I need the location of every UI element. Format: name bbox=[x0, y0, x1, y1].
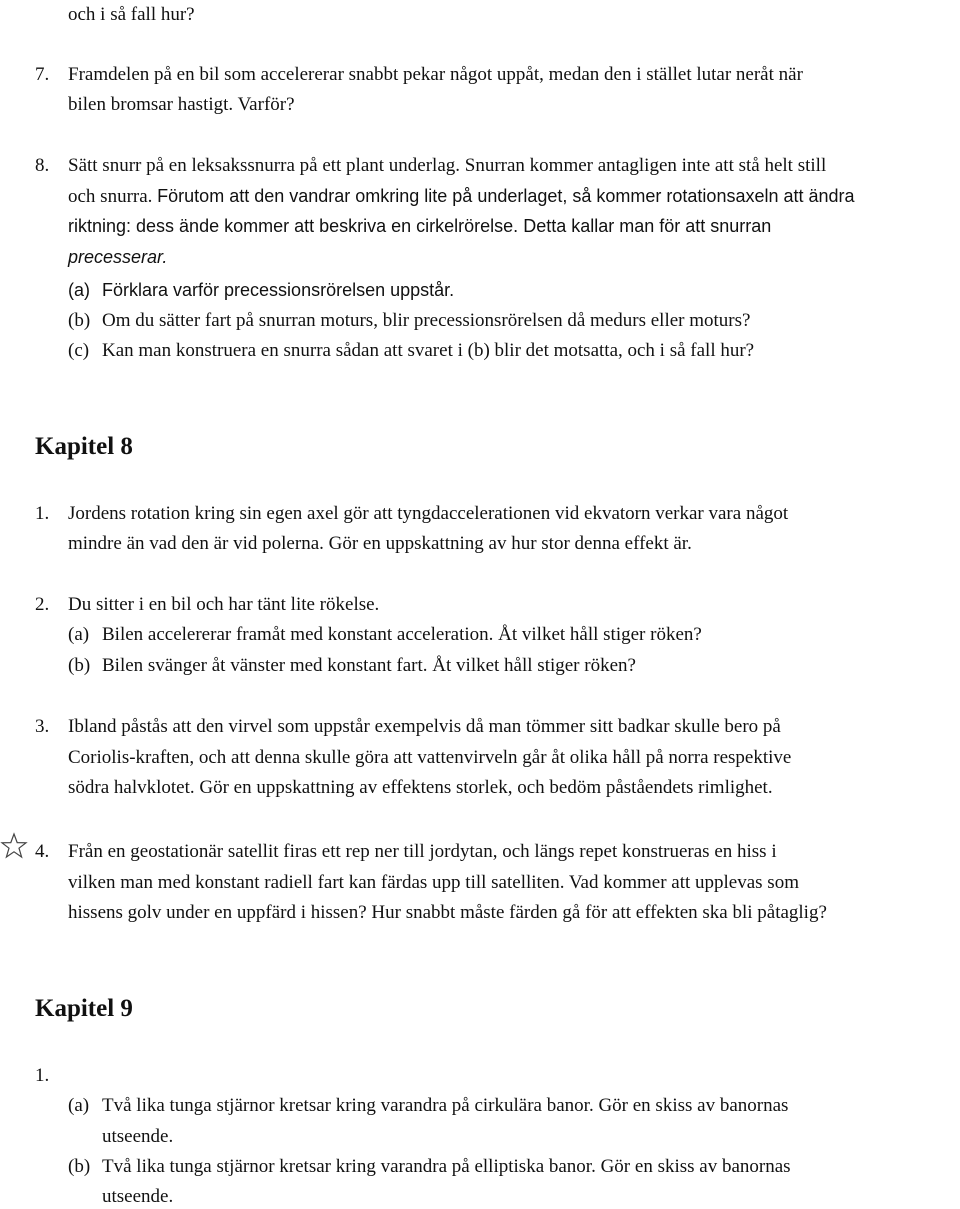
q7-number: 7. bbox=[35, 64, 50, 85]
ch9-q1a-label: (a) bbox=[68, 1095, 90, 1116]
ch8-q3-line-2: Coriolis-kraften, och att denna skulle göra att vattenvirveln går åt olika håll på norra respektive bbox=[68, 747, 792, 768]
q7-line-1: Framdelen på en bil som accelererar snabbt pekar något uppåt, medan den i stället lutar neråt när bbox=[68, 64, 803, 85]
star-outline-icon bbox=[0, 832, 28, 860]
ch8-q2b-text: Bilen svänger åt vänster med konstant fart. Åt vilket håll stiger röken? bbox=[102, 655, 636, 676]
ch8-q4-number: 4. bbox=[35, 841, 50, 862]
q8-number: 8. bbox=[35, 155, 50, 176]
q8-line-2b: Förutom att den vandrar omkring lite på underlaget, så kommer rotationsaxeln att ändra bbox=[157, 186, 855, 206]
ch9-q1a-line-2: utseende. bbox=[102, 1126, 174, 1147]
ch9-q1b-line-1: Två lika tunga stjärnor kretsar kring varandra på elliptiska banor. Gör en skiss av banornas bbox=[102, 1156, 791, 1177]
q8-line-3b: Detta kallar man för att snurran bbox=[523, 216, 772, 236]
ch9-q1b-label: (b) bbox=[68, 1156, 91, 1177]
ch8-q1-number: 1. bbox=[35, 503, 50, 524]
ch8-q4-line-3: hissens golv under en uppfärd i hissen? Hur snabbt måste färden gå för att effekten ska bli påtaglig? bbox=[68, 902, 827, 923]
q8-line-3a: riktning: dess ände kommer att beskriva en cirkelrörelse. bbox=[68, 216, 519, 236]
chapter-9-heading: Kapitel 9 bbox=[35, 995, 133, 1022]
ch9-q1a-line-1: Två lika tunga stjärnor kretsar kring varandra på cirkulära banor. Gör en skiss av banornas bbox=[102, 1095, 789, 1116]
q8b-label: (b) bbox=[68, 310, 91, 331]
ch8-q1-line-2: mindre än vad den är vid polerna. Gör en uppskattning av hur stor denna effekt är. bbox=[68, 533, 692, 554]
ch8-q3-number: 3. bbox=[35, 716, 50, 737]
ch9-q1b-line-2: utseende. bbox=[102, 1186, 174, 1207]
q8-line-4: precesserar. bbox=[68, 247, 168, 267]
ch8-q2a-text: Bilen accelererar framåt med konstant acceleration. Åt vilket håll stiger röken? bbox=[102, 624, 702, 645]
chapter-8-heading: Kapitel 8 bbox=[35, 433, 133, 460]
q8a-text: Förklara varför precessionsrörelsen uppstår. bbox=[102, 280, 455, 300]
q8c-text: Kan man konstruera en snurra sådan att svaret i (b) blir det motsatta, och i så fall hur? bbox=[102, 340, 755, 361]
ch8-q4-line-2: vilken man med konstant radiell fart kan färdas upp till satelliten. Vad kommer att upplevas som bbox=[68, 872, 799, 893]
q8-line-2a: och snurra. bbox=[68, 186, 153, 207]
ch8-q1-line-1: Jordens rotation kring sin egen axel gör att tyngdaccelerationen vid ekvatorn verkar vara något bbox=[68, 503, 789, 524]
q8-line-1: Sätt snurr på en leksakssnurra på ett plant underlag. Snurran kommer antagligen inte att stå helt still bbox=[68, 155, 827, 176]
ch9-q1-number: 1. bbox=[35, 1065, 50, 1086]
q8-line-2 bbox=[68, 184, 855, 209]
q7-line-2: bilen bromsar hastigt. Varför? bbox=[68, 94, 295, 115]
top-fragment: och i så fall hur? bbox=[68, 4, 195, 25]
ch8-q2-lead: Du sitter i en bil och har tänt lite rökelse. bbox=[68, 594, 380, 615]
ch8-q2a-label: (a) bbox=[68, 624, 90, 645]
ch8-q3-line-1: Ibland påstås att den virvel som uppstår exempelvis då man tömmer sitt badkar skulle bero på bbox=[68, 716, 781, 737]
q8a-label: (a) bbox=[68, 280, 90, 300]
q8c-label: (c) bbox=[68, 340, 90, 361]
ch8-q3-line-3: södra halvklotet. Gör en uppskattning av effektens storlek, och bedöm påståendets rimlighet. bbox=[68, 777, 773, 798]
q8-line-3 bbox=[68, 214, 771, 238]
ch8-q4-line-1: Från en geostationär satellit firas ett rep ner till jordytan, och längs repet konstrueras en hiss i bbox=[68, 841, 777, 862]
q8b-text: Om du sätter fart på snurran moturs, blir precessionsrörelsen då medurs eller moturs? bbox=[102, 310, 751, 331]
ch8-q2b-label: (b) bbox=[68, 655, 91, 676]
ch8-q2-number: 2. bbox=[35, 594, 50, 615]
